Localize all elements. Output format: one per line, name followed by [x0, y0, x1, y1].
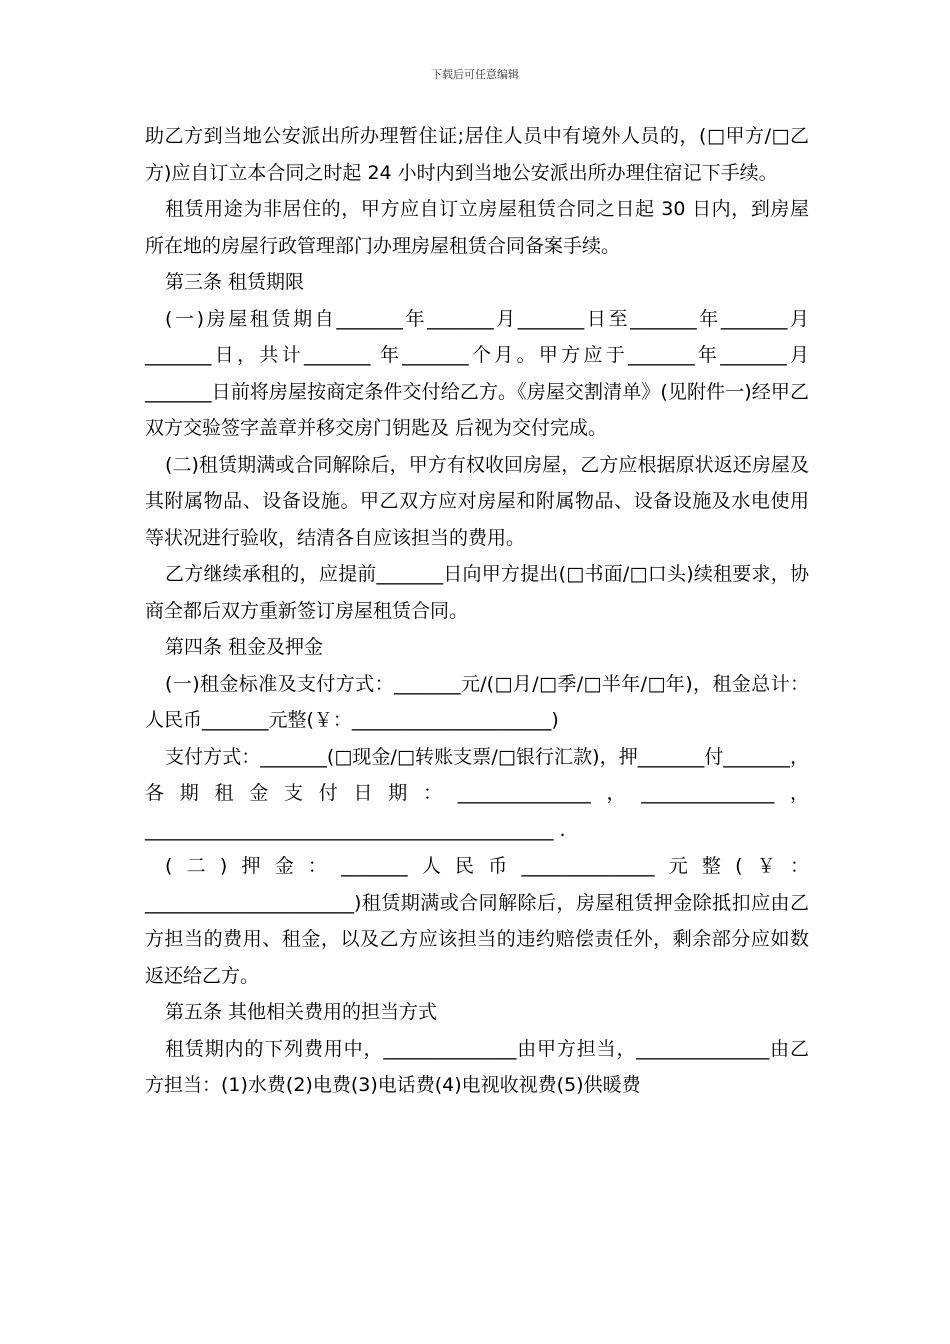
contract-body	[145, 118, 809, 1104]
section-heading: 第四条 租金及押金	[165, 636, 324, 658]
paragraph: (一)租金标准及支付方式：_______元/(□月/□季/□半年/□年)，租金总计：人民币_______元整(￥：_____________________)	[145, 672, 809, 731]
section-heading: 第五条 其他相关费用的担当方式	[165, 1001, 438, 1023]
paragraph: 支付方式：_______(□现金/□转账支票/□银行汇款)，押_______付_______，各期租金支付日期：______________，______________，___________________________________________ .	[145, 745, 809, 841]
page-header: 下载后可任意编辑	[431, 68, 519, 81]
paragraph: 助乙方到当地公安派出所办理暂住证;居住人员中有境外人员的，(□甲方/□乙方)应自订立本合同之时起 24 小时内到当地公安派出所办理住宿记下手续。	[145, 125, 809, 184]
paragraph: 乙方继续承租的，应提前_______日向甲方提出(□书面/□口头)续租要求，协商全都后双方重新签订房屋租赁合同。	[145, 563, 809, 622]
paragraph: 租赁期内的下列费用中，______________由甲方担当，______________由乙方担当：(1)水费(2)电费(3)电话费(4)电视收视费(5)供暖费	[145, 1037, 809, 1096]
section-heading: 第三条 租赁期限	[165, 271, 305, 293]
paragraph: (二)租赁期满或合同解除后，甲方有权收回房屋，乙方应根据原状返还房屋及其附属物品、设备设施。甲乙双方应对房屋和附属物品、设备设施及水电使用等状况进行验收，结清各自应该担当的费用。	[145, 453, 809, 549]
paragraph: (一)房屋租赁期自_______年_______月_______日至_______年_______月_______日，共计_______ 年_______个月。甲方应于_______年_______月_______日前将房屋按商定条件交付给乙方。《房屋交割清单》(见附件一)经甲乙双方交验签字盖章并移交房门钥匙及 后视为交付完成。	[145, 307, 809, 439]
paragraph: (二)押金：_______人民币______________元整(￥：______________________)租赁期满或合同解除后，房屋租赁押金除抵扣应由乙方担当的费用、租金，以及乙方应该担当的违约赔偿责任外，剩余部分应如数返还给乙方。	[145, 855, 809, 987]
paragraph: 租赁用途为非居住的，甲方应自订立房屋租赁合同之日起 30 日内，到房屋所在地的房屋行政管理部门办理房屋租赁合同备案手续。	[145, 198, 809, 257]
